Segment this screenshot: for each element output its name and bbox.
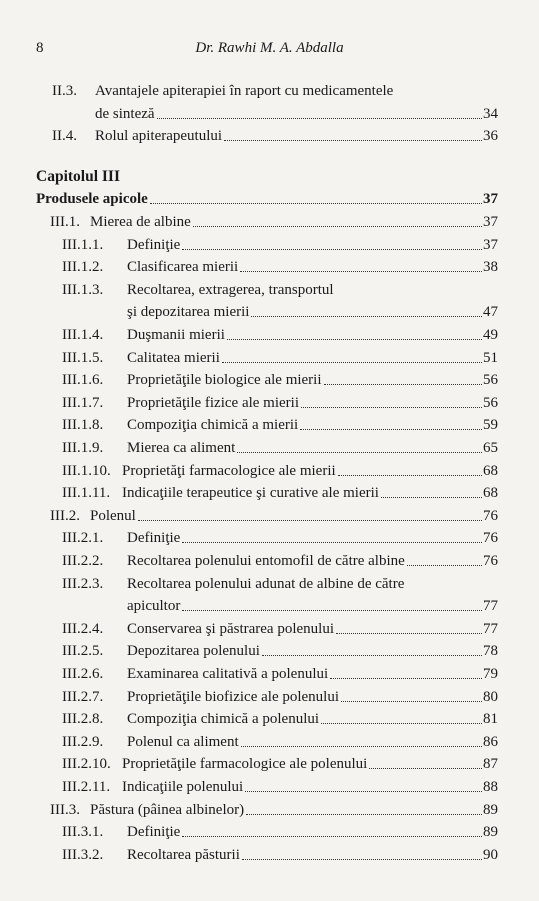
dot-leader	[341, 686, 482, 708]
page-ref: 51	[483, 349, 498, 366]
page-ref: 78	[483, 643, 498, 660]
entry-title: Mierea ca aliment	[127, 440, 236, 456]
dot-leader	[338, 460, 482, 482]
toc-line	[0, 776, 539, 798]
dot-leader	[224, 125, 482, 147]
toc-line	[0, 618, 539, 640]
page-ref: 88	[483, 779, 498, 795]
page-ref: 37	[483, 214, 498, 230]
page-ref: 77	[483, 620, 498, 637]
entry-title: Definiţie	[127, 236, 181, 253]
toc-line	[0, 369, 539, 391]
toc-line	[0, 640, 539, 662]
dot-leader	[336, 618, 482, 640]
entry-title: de sinteză	[95, 105, 155, 122]
entry-title: Compoziţia chimică a polenului	[127, 711, 320, 728]
entry-title: Proprietăţile fizice ale mierii	[127, 394, 300, 411]
page-number: 8	[36, 40, 44, 56]
dot-leader	[251, 301, 482, 323]
page-header	[36, 40, 503, 60]
chapter-heading-text: Capitolul III	[36, 167, 120, 185]
entry-number: III.1.9.	[62, 440, 104, 456]
entry-number: III.2.2.	[62, 553, 104, 569]
entry-title: Duşmanii mierii	[127, 327, 225, 343]
toc-line	[0, 799, 539, 821]
entry-title: Depozitarea polenului	[127, 643, 260, 660]
toc-line	[0, 188, 539, 210]
toc-line	[0, 414, 539, 436]
entry-title: Clasificarea mierii	[127, 259, 239, 276]
entry-number: II.3.	[52, 83, 77, 99]
entry-number: III.1.6.	[62, 372, 104, 389]
toc-line	[0, 80, 539, 102]
dot-leader	[237, 437, 482, 459]
entry-number: III.1.3.	[62, 281, 104, 298]
dot-leader	[182, 821, 482, 843]
dot-leader	[227, 324, 482, 346]
entry-number: III.2.	[50, 507, 80, 524]
entry-number: III.1.10.	[62, 462, 111, 479]
page-ref: 89	[483, 824, 498, 841]
entry-number: III.2.3.	[62, 575, 104, 592]
toc-line	[0, 663, 539, 685]
toc-line	[0, 550, 539, 572]
toc-line	[0, 821, 539, 843]
page-ref: 34	[483, 105, 498, 122]
dot-leader	[182, 527, 482, 549]
dot-leader	[150, 188, 482, 210]
toc-line	[0, 527, 539, 549]
page-ref: 68	[483, 462, 498, 479]
page-ref: 87	[483, 756, 498, 773]
toc-line	[0, 573, 539, 595]
dot-leader	[157, 103, 482, 125]
toc-line	[0, 301, 539, 323]
page-ref: 81	[483, 711, 498, 728]
dot-leader	[262, 640, 482, 662]
entry-number: III.1.2.	[62, 259, 104, 276]
entry-number: III.2.4.	[62, 620, 104, 637]
entry-title: Păstura (pâinea albinelor)	[90, 801, 245, 818]
dot-leader	[242, 844, 482, 866]
entry-number: III.2.5.	[62, 643, 104, 660]
dot-leader	[193, 211, 482, 233]
dot-leader	[246, 799, 482, 821]
toc-line	[0, 347, 539, 369]
entry-number: III.2.8.	[62, 711, 104, 728]
page-ref: 79	[483, 666, 498, 682]
toc-line	[0, 708, 539, 730]
toc-line	[0, 753, 539, 775]
toc-line	[0, 437, 539, 459]
page-ref: 65	[483, 440, 498, 456]
page-ref: 80	[483, 688, 498, 705]
entry-title: Recoltarea, extragerea, transportul	[127, 281, 334, 298]
page-ref: 77	[483, 598, 498, 615]
toc-line	[0, 324, 539, 346]
dot-leader	[182, 234, 482, 256]
entry-title: Proprietăţile biologice ale mierii	[127, 372, 322, 389]
entry-number: III.2.9.	[62, 733, 104, 750]
page-ref: 49	[483, 327, 498, 343]
page-ref: 47	[483, 304, 498, 321]
toc-line	[0, 595, 539, 617]
entry-number: III.1.	[50, 214, 80, 230]
entry-title: Avantajele apiterapiei în raport cu medicamentele	[95, 83, 394, 99]
entry-number: III.1.8.	[62, 417, 104, 434]
toc-line	[0, 392, 539, 414]
toc-line	[0, 460, 539, 482]
entry-title: şi depozitarea mierii	[127, 304, 250, 321]
dot-leader	[138, 505, 482, 527]
entry-number: II.4.	[52, 128, 77, 145]
page-ref: 76	[483, 507, 498, 524]
page-ref: 56	[483, 372, 498, 389]
entry-number: III.2.6.	[62, 666, 104, 682]
entry-number: III.2.11.	[62, 779, 111, 795]
dot-leader	[222, 347, 482, 369]
page-ref: 76	[483, 553, 498, 569]
entry-title: Rolul apiterapeutului	[95, 128, 223, 145]
page-ref: 37	[483, 191, 498, 208]
page-ref: 56	[483, 394, 498, 411]
toc-line	[0, 279, 539, 301]
entry-title: Recoltarea păsturii	[127, 846, 240, 863]
dot-leader	[330, 663, 482, 685]
entry-number: III.1.1.	[62, 236, 104, 253]
dot-leader	[369, 753, 482, 775]
entry-number: III.1.5.	[62, 349, 104, 366]
chapter-heading	[0, 166, 539, 188]
page-ref: 76	[483, 530, 498, 547]
entry-number: III.3.1.	[62, 824, 104, 841]
dot-leader	[241, 731, 482, 753]
entry-title: Recoltarea polenului adunat de albine de către	[127, 575, 405, 592]
toc-line	[0, 686, 539, 708]
page-ref: 68	[483, 485, 498, 502]
entry-number: III.3.	[50, 801, 80, 818]
dot-leader	[182, 595, 482, 617]
page-ref: 37	[483, 236, 498, 253]
toc-line	[0, 125, 539, 147]
entry-title: Examinarea calitativă a polenului	[127, 666, 329, 682]
toc-line	[0, 844, 539, 866]
entry-title: Polenul ca aliment	[127, 733, 239, 750]
page-ref: 86	[483, 733, 498, 750]
page-ref: 36	[483, 128, 498, 145]
page-ref: 89	[483, 801, 498, 818]
entry-number: III.3.2.	[62, 846, 104, 863]
page-ref: 38	[483, 259, 498, 276]
entry-title: Proprietăţile biofizice ale polenului	[127, 688, 340, 705]
dot-leader	[407, 550, 482, 572]
dot-leader	[300, 414, 482, 436]
entry-title: Recoltarea polenului entomofil de către albine	[127, 553, 405, 569]
entry-title: Produsele apicole	[36, 191, 148, 208]
dot-leader	[324, 369, 482, 391]
entry-title: Proprietăţi farmacologice ale mierii	[122, 462, 336, 479]
toc-line	[0, 731, 539, 753]
dot-leader	[240, 256, 482, 278]
entry-title: Calitatea mierii	[127, 349, 220, 366]
entry-number: III.1.7.	[62, 394, 104, 411]
entry-number: III.2.10.	[62, 756, 111, 773]
toc-line	[0, 505, 539, 527]
entry-title: Compoziţia chimică a mierii	[127, 417, 299, 434]
entry-title: Indicaţiile polenului	[122, 779, 244, 795]
toc-line	[0, 482, 539, 504]
entry-number: III.2.7.	[62, 688, 104, 705]
entry-title: Conservarea şi păstrarea polenului	[127, 620, 335, 637]
toc-line	[0, 234, 539, 256]
entry-title: Indicaţiile terapeutice şi curative ale mierii	[122, 485, 379, 502]
toc-line	[0, 256, 539, 278]
entry-number: III.1.4.	[62, 327, 104, 343]
entry-number: III.1.11.	[62, 485, 111, 502]
toc-line	[0, 103, 539, 125]
dot-leader	[381, 482, 482, 504]
toc-line	[0, 211, 539, 233]
entry-number: III.2.1.	[62, 530, 104, 547]
entry-title: Polenul	[90, 507, 136, 524]
entry-title: Definiţie	[127, 530, 181, 547]
running-head: Dr. Rawhi M. A. Abdalla	[195, 40, 344, 56]
page-ref: 59	[483, 417, 498, 434]
dot-leader	[321, 708, 482, 730]
dot-leader	[301, 392, 482, 414]
entry-title: apicultor	[127, 598, 181, 615]
entry-title: Mierea de albine	[90, 214, 191, 230]
page-ref: 90	[483, 846, 498, 863]
entry-title: Definiţie	[127, 824, 181, 841]
dot-leader	[245, 776, 482, 798]
entry-title: Proprietăţile farmacologice ale polenului	[122, 756, 368, 773]
